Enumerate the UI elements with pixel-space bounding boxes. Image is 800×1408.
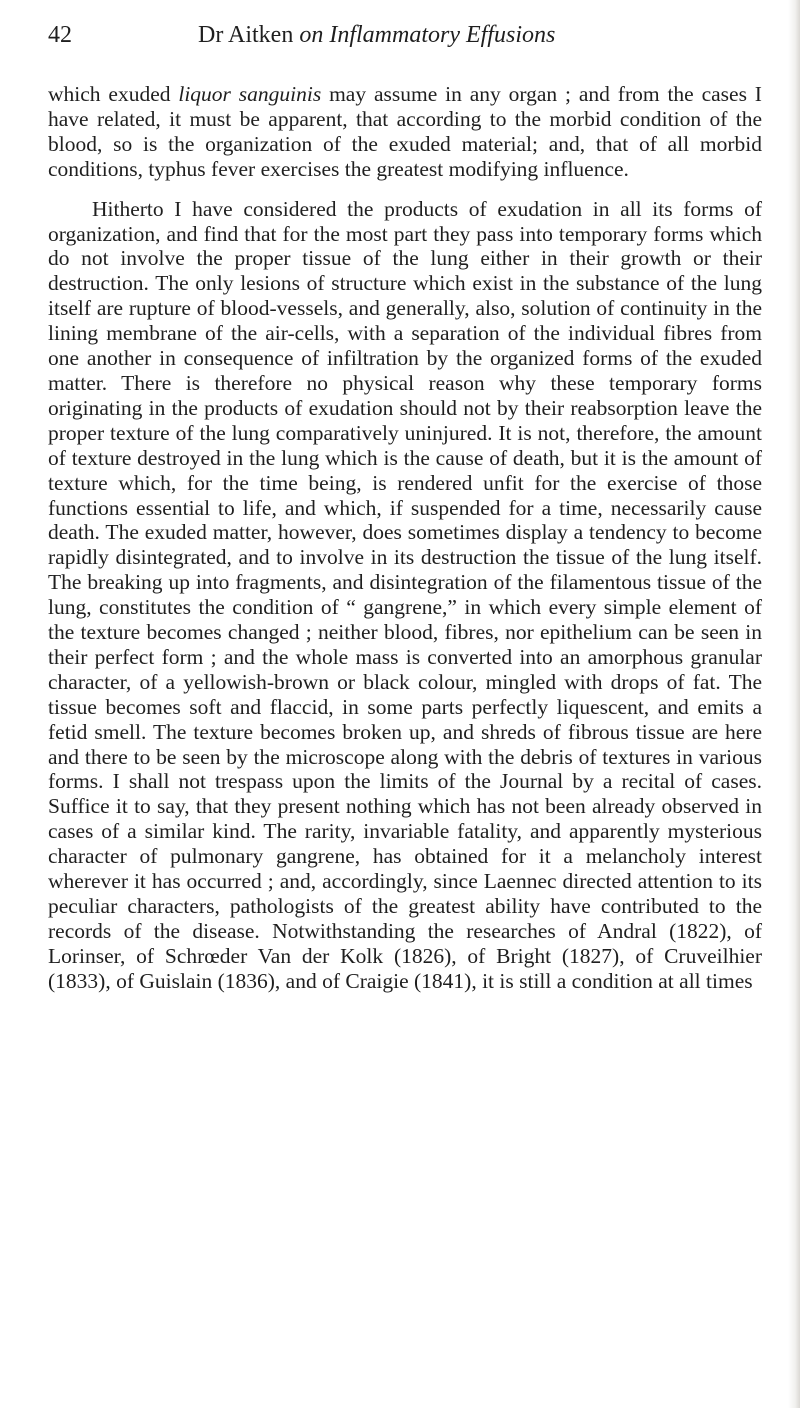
header-title [198,18,555,52]
paragraph-continuation [48,82,762,182]
page-edge-shadow [788,0,800,1408]
paragraph-1-post: may assume in any organ ; and from the cases I have related, it must be apparent, that according to the morbid condition of the blood, so is the organization of the exuded material; and, that of all morbid conditions, typhus fever exercises the greatest modifying influence. [48,82,762,181]
header-connector: on [299,22,324,48]
page-number: 42 [48,22,72,48]
running-header [48,18,762,52]
header-article-title: Inflammatory Effusions [329,22,556,48]
header-author: Dr Aitken [198,22,294,48]
paragraph-1-pre: which exuded [48,82,179,106]
body-text [48,82,762,994]
paragraph-1-italic-term: liquor sanguinis [178,82,322,106]
paragraph-hitherto: Hitherto I have considered the products of exudation in all its forms of organization, and find that for the most part they pass into temporary forms which do not involve the proper tissue of the lung either in their growth or their destruction. The only lesions of structure which exist in the substance of the lung itself are rupture of blood-vessels, and generally, also, solution of continuity in the lining membrane of the air-cells, with a separation of the individual fibres from one another in consequence of infiltration by the organized forms of the exuded matter. There is therefore no physical reason why these temporary forms originating in the products of exudation should not by their reabsorption leave the proper texture of the lung comparatively uninjured. It is not, therefore, the amount of texture destroyed in the lung which is the cause of death, but it is the amount of texture which, for the time being, is rendered unfit for the exercise of those functions essential to life, and which, if suspended for a time, necessarily cause death. The exuded matter, however, does sometimes display a tendency to become rapidly disintegrated, and to involve in its destruction the tissue of the lung itself. The breaking up into fragments, and disintegration of the filamentous tissue of the lung, constitutes the condition of “ gangrene,” in which every simple element of the texture becomes changed ; neither blood, fibres, nor epithelium can be seen in their perfect form ; and the whole mass is converted into an amorphous granular character, of a yellowish-brown or black colour, mingled with drops of fat. The tissue becomes soft and flaccid, in some parts perfectly liquescent, and emits a fetid smell. The texture becomes broken up, and shreds of fibrous tissue are here and there to be seen by the microscope along with the debris of textures in various forms. I shall not trespass upon the limits of the Journal by a recital of cases. Suffice it to say, that they present nothing which has not been already observed in cases of a similar kind. The rarity, invariable fatality, and apparently mysterious character of pulmonary gangrene, has obtained for it a melancholy interest wherever it has occurred ; and, accordingly, since Laennec directed attention to its peculiar characters, pathologists of the greatest ability have contributed to the records of the disease. Notwithstanding the researches of Andral (1822), of Lorinser, of Schrœder Van der Kolk (1826), of Bright (1827), of Cruveilhier (1833), of Guislain (1836), and of Craigie (1841), it is still a condition at all times [48,196,762,993]
